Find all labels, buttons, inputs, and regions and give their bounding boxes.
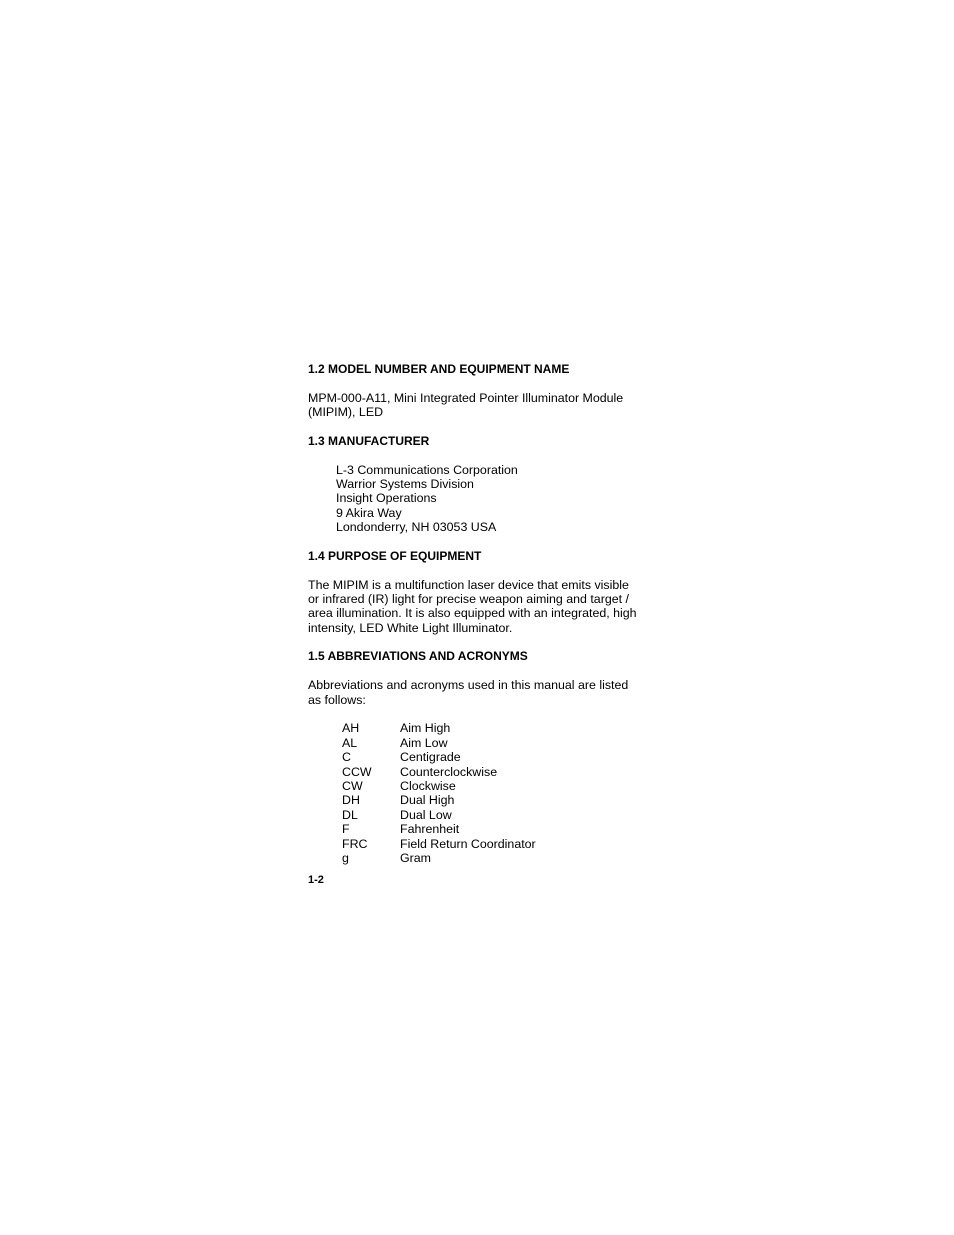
section-heading-model-number: 1.2 MODEL NUMBER AND EQUIPMENT NAME (308, 362, 570, 376)
model-number-line-2: (MIPIM), LED (308, 405, 384, 420)
list-item (342, 851, 653, 865)
purpose-line: area illumination. It is also equipped with an integrated, high (308, 606, 637, 621)
address-line: Insight Operations (336, 491, 437, 506)
section-heading-manufacturer: 1.3 MANUFACTURER (308, 433, 430, 448)
abbreviation-meaning: Aim High (400, 721, 451, 736)
purpose-line: The MIPIM is a multifunction laser device that emits visible (308, 577, 629, 592)
list-item (342, 793, 653, 807)
abbreviation-meaning: Fahrenheit (400, 822, 460, 837)
abbreviation: FRC (342, 836, 368, 851)
page-number: 1-2 (308, 874, 324, 886)
section-heading-purpose: 1.4 PURPOSE OF EQUIPMENT (308, 548, 482, 563)
abbreviation-meaning: Dual High (400, 793, 455, 808)
abbreviation-meaning: Aim Low (400, 735, 448, 750)
abbreviation: DH (342, 793, 360, 808)
purpose-paragraph (308, 578, 653, 636)
abbreviation: CCW (342, 764, 372, 779)
abbreviation-meaning: Counterclockwise (400, 764, 498, 779)
abbreviation-meaning: Gram (400, 851, 431, 866)
section-heading-abbreviations: 1.5 ABBREVIATIONS AND ACRONYMS (308, 649, 528, 664)
list-item (342, 750, 653, 764)
list-item (342, 779, 653, 793)
abbreviation: AH (342, 721, 360, 736)
intro-line: Abbreviations and acronyms used in this manual are listed (308, 678, 629, 693)
model-number-line-1: MPM-000-A11, Mini Integrated Pointer Illuminator Module (308, 390, 624, 405)
intro-line: as follows: (308, 692, 366, 707)
address-line: 9 Akira Way (336, 505, 402, 520)
page-content (308, 362, 653, 865)
abbreviations-list (342, 721, 653, 865)
list-item (342, 721, 653, 735)
purpose-line: or infrared (IR) light for precise weapon aiming and target / (308, 591, 629, 606)
manufacturer-address (336, 463, 653, 535)
abbreviations-intro (308, 678, 653, 707)
abbreviation: C (342, 750, 351, 765)
list-item (342, 765, 653, 779)
abbreviation: CW (342, 779, 363, 794)
list-item (342, 736, 653, 750)
abbreviation: F (342, 822, 350, 837)
list-item (342, 822, 653, 836)
abbreviation: AL (342, 735, 358, 750)
abbreviation: DL (342, 807, 358, 822)
purpose-line: intensity, LED White Light Illuminator. (308, 620, 513, 635)
abbreviation-meaning: Field Return Coordinator (400, 836, 536, 851)
abbreviation-meaning: Clockwise (400, 779, 456, 794)
list-item (342, 837, 653, 851)
address-line: Warrior Systems Division (336, 477, 474, 492)
abbreviation: g (342, 851, 349, 866)
address-line: Londonderry, NH 03053 USA (336, 520, 497, 535)
abbreviation-meaning: Centigrade (400, 750, 461, 765)
list-item (342, 808, 653, 822)
abbreviation-meaning: Dual Low (400, 807, 452, 822)
address-line: L-3 Communications Corporation (336, 462, 518, 477)
